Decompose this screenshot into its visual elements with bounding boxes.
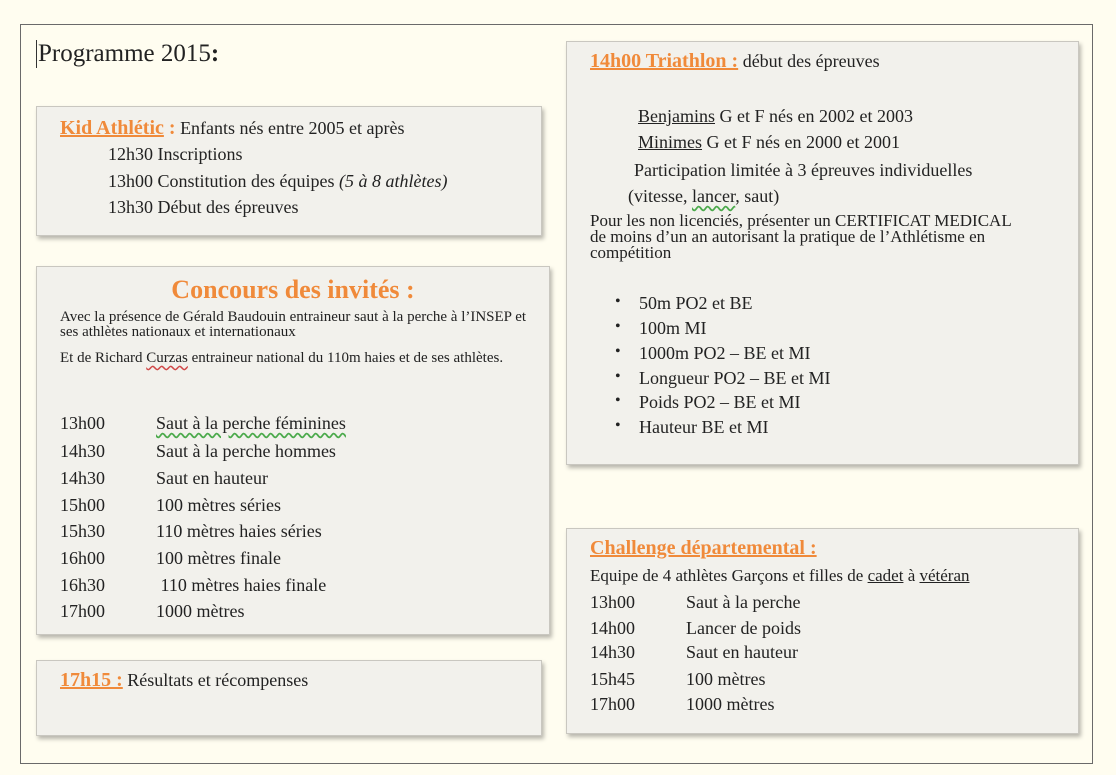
list-item: • 1000m PO2 – BE et MI [639,343,811,364]
list-item: • 100m MI [639,318,707,339]
resultats-line: 17h15 : Résultats et récompenses [60,669,309,691]
schedule-row: 15h00 100 mètres séries [60,495,281,515]
kid-athletic-box [36,106,542,236]
schedule-row: 15h45 100 mètres [590,669,766,689]
licence-note: Pour les non licenciés, présenter un CERTIFICAT MEDICAL de moins d’un an autorisant la pratique de l’Athlétisme en compétition [590,211,1012,262]
triathlon-heading: 14h00 Triathlon : [590,50,739,72]
benjamins-line: Benjamins G et F nés en 2002 et 2003 [638,106,913,126]
page-title: Programme 2015: [38,40,220,67]
triathlon-header: 14h00 Triathlon : début des épreuves [590,50,880,72]
challenge-text: Equipe de 4 athlètes Garçons et filles de cadet à vétéran [590,566,970,585]
schedule-row: 16h00 100 mètres finale [60,548,281,568]
participation-line: Participation limitée à 3 épreuves individuelles [634,160,973,180]
schedule-row: 13h00 Saut à la perche [590,592,801,612]
concours-box [36,266,550,635]
schedule-row: 17h00 1000 mètres [60,601,245,621]
schedule-row: 15h30 110 mètres haies séries [60,521,322,541]
minimes-line: Minimes G et F nés en 2000 et 2001 [638,132,900,152]
triathlon-box [566,41,1079,465]
events-line: (vitesse, lancer, saut) [628,186,780,206]
schedule-row: 16h30 110 mètres haies finale [60,575,327,595]
concours-intro: Avec la présence de Gérald Baudouin entraineur saut à la perche à l’INSEP et ses athlètes nationaux et internationaux [60,309,527,340]
schedule-row: 14h30 Saut en hauteur [60,468,268,488]
schedule-row: 13h00 Saut à la perche féminines [60,413,346,433]
schedule-row: 14h30 Saut à la perche hommes [60,441,336,461]
schedule-row: 14h00 Lancer de poids [590,618,801,638]
list-item: • Longueur PO2 – BE et MI [639,368,830,389]
schedule-row: 14h30 Saut en hauteur [590,642,798,662]
list-item: • Poids PO2 – BE et MI [639,392,801,413]
kid-line: 13h30 Début des épreuves [108,197,299,217]
kid-line: 13h00 Constitution des équipes (5 à 8 athlètes) [108,171,448,191]
kid-athletic-header: Kid Athlétic : Enfants nés entre 2005 et après [60,117,405,139]
concours-intro-2: Et de Richard Curzas entraineur national du 110m haies et de ses athlètes. [60,350,504,366]
resultats-box [36,660,542,736]
challenge-box [566,528,1079,734]
list-item: • 50m PO2 et BE [639,293,753,314]
resultats-heading: 17h15 : [60,669,123,691]
list-item: • Hauteur BE et MI [639,417,768,438]
kid-line: 12h30 Inscriptions [108,144,243,164]
concours-heading: Concours des invités : [171,275,415,304]
kid-athletic-heading: Kid Athlétic [60,117,164,139]
schedule-row: 17h00 1000 mètres [590,694,775,714]
challenge-heading: Challenge départemental : [590,537,817,559]
